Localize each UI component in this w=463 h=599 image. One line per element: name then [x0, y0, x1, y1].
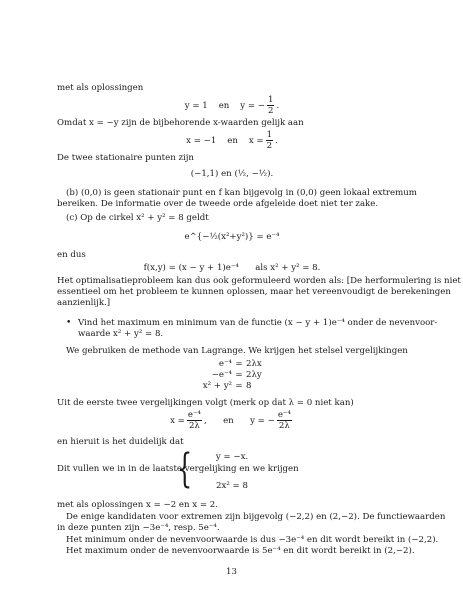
text-line: met als oplossingen	[57, 83, 144, 93]
text-line: Het maximum onder de nevenvoorwaarde is 5e⁻⁴ en dit wordt bereikt in (2,−2).	[66, 546, 415, 556]
text-line: en hieruit is het duidelijk dat	[57, 437, 184, 447]
system-row: x² + y² = 8	[202, 381, 252, 391]
text-line: Omdat x = −y zijn de bijbehorende x-waarden gelijk aan	[57, 118, 304, 128]
left-brace-icon: {	[177, 446, 193, 492]
text-line: waarde x² + y² = 8.	[78, 329, 164, 339]
text-line: (b) (0,0) is geen stationair punt en f kan bijgevolg in (0,0) geen lokaal extremum	[66, 188, 417, 198]
equation-x-solutions: x = −1 en x = $\frac{1}{2}$ .	[186, 130, 278, 151]
page-number: 13	[226, 567, 237, 577]
equation-2x2: 2x² = 8	[216, 481, 248, 491]
equation-y-minus-x: y = −x.	[215, 452, 249, 462]
system-row: e⁻⁴ = 2λx	[218, 359, 262, 369]
system-row: −e⁻⁴ = 2λy	[211, 370, 262, 380]
equation-y-solutions: y = 1 en y = − $\frac{1}{2}$ .	[184, 95, 280, 116]
bullet-icon: •	[66, 318, 72, 328]
equation-x-y-lambda: x = $\frac{\text{e⁻⁴}}{2\lambda}$ , en y = − $\frac{\text{e⁻⁴}}{2\lambda}$	[170, 410, 291, 431]
text-line: aanzienlijk.]	[57, 298, 111, 308]
text-line: We gebruiken de methode van Lagrange. We krijgen het stelsel vergelijkingen	[66, 346, 408, 356]
text-line: Dit vullen we in in de laatste vergelijking en we krijgen	[57, 464, 299, 474]
text-line: (c) Op de cirkel x² + y² = 8 geldt	[66, 213, 209, 223]
text-line: Vind het maximum en minimum van de functie (x − y + 1)e⁻⁴ onder de nevenvoor-	[78, 318, 438, 328]
text-line: Het optimalisatieprobleem kan dus ook geformuleerd worden als: [De herformulering is niet	[57, 276, 461, 286]
text-line: en dus	[57, 250, 86, 260]
text-line: in deze punten zijn −3e⁻⁴, resp. 5e⁻⁴.	[57, 523, 220, 533]
equation-exponential: e^{−½(x²+y²)} = e⁻⁴	[184, 232, 280, 242]
equation-stationary-points: (−1,1) en (½, −½).	[190, 169, 274, 179]
equation-f-on-circle: f(x,y) = (x − y + 1)e⁻⁴ als x² + y² = 8.	[143, 263, 321, 273]
text-line: essentieel om het probleem te kunnen oplossen, maar het vereenvoudigt de berekeningen	[57, 287, 451, 297]
text-line: De enige kandidaten voor extremen zijn bijgevolg (−2,2) en (2,−2). De functiewaarden	[66, 512, 446, 522]
text-line: met als oplossingen x = −2 en x = 2.	[57, 500, 218, 510]
text-line: bereiken. De informatie over de tweede orde afgeleide doet niet ter zake.	[57, 199, 379, 209]
text-line: Uit de eerste twee vergelijkingen volgt (merk op dat λ = 0 niet kan)	[57, 398, 354, 408]
text-line: Het minimum onder de nevenvoorwaarde is dus −3e⁻⁴ en dit wordt bereikt in (−2,2).	[66, 535, 439, 545]
text-line: De twee stationaire punten zijn	[57, 153, 194, 163]
